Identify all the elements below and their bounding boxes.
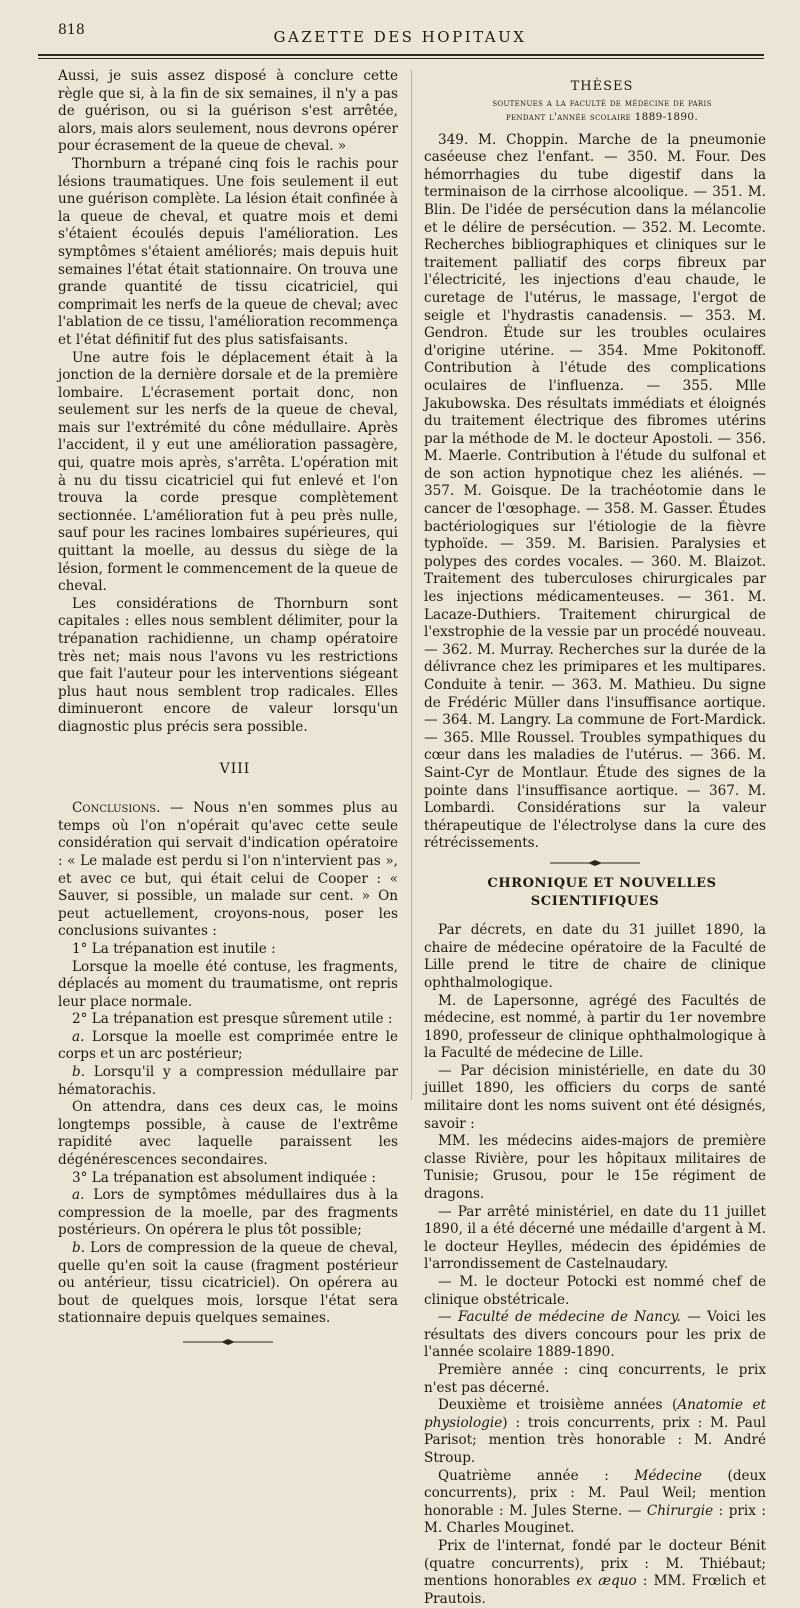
conclusions-paragraph: [58, 800, 398, 941]
paragraph: Aussi, je suis assez disposé à conclure cette règle que si, à la fin de six semaines, il n'y a pas de guérison, ou si la guérison s'est arrêtée, alors, mais alors seulement, nous devrons opérer pour écrasement de la queue de cheval. »: [58, 68, 398, 155]
conclusions-text: — Nous n'en sommes plus au temps où l'on n'opérait qu'avec cette seule considération qui servait d'indication opératoire : « Le malade est perdu si l'on n'intervient pas », et avec ce but, qui était celui de Cooper : « Sauver, si possible, un malade sur cent. » On peut actuellement, croyons-nous, poser les conclusions suivantes :: [58, 800, 398, 940]
paragraph: Les considérations de Thornburn sont capitales : elles nous semblent délimiter, pour la trépanation rachidienne, un champ opératoire très net; mais nous l'avons vu les restrictions que fait l'auteur pour les interventions siégeant plus haut nous semblent trop radicales. Elles diminueront encore de valeur lorsqu'un diagnostic plus précis sera possible.: [58, 595, 398, 735]
theses-subtitle: soutenues a la faculté de médecine de paris: [492, 96, 712, 109]
item-letter: b.: [72, 1064, 86, 1081]
news-item: — Par arrêté ministériel, en date du 11 juillet 1890, il a été décerné une médaille d'argent à M. le docteur Heylles, médecin des épidémies de l'arrondissement de Castelnaudary.: [424, 1203, 766, 1273]
news-item: — M. le docteur Potocki est nommé chef de clinique obstétricale.: [424, 1274, 766, 1308]
ornament-divider-icon: [550, 859, 640, 867]
item-letter: a.: [72, 1028, 85, 1045]
news-item: [424, 1468, 766, 1538]
chronique-title: CHRONIQUE ET NOUVELLES SCIENTIFIQUES: [487, 875, 717, 909]
news-item: [424, 1309, 766, 1362]
news-emphasis: Médecine: [634, 1467, 702, 1484]
news-emphasis: Chirurgie: [646, 1502, 714, 1519]
paragraph: [58, 1064, 398, 1099]
item-text: Lorsque la moelle est comprimée entre le corps et un arc postérieur;: [58, 1028, 398, 1063]
news-text: : prix : M. Charles Mouginet.: [424, 1502, 766, 1537]
news-text: Deuxième et troisième années (: [438, 1397, 678, 1414]
news-text: (deux concurrents), prix : M. Paul Weil; mention honorable : M. Jules Sterne. —: [424, 1467, 766, 1519]
conclusion-heading: 2° La trépanation est presque sûrement utile :: [72, 1011, 393, 1028]
item-text: Lorsqu'il y a compression médullaire par hématorachis.: [58, 1064, 398, 1098]
news-item: Première année : cinq concurrents, le prix n'est pas décerné.: [424, 1361, 766, 1396]
news-item: — Par décision ministérielle, en date du 30 juillet 1890, les officiers du corps de santé militaire dont les noms suivent ont été désignés, savoir :: [424, 1062, 766, 1132]
item-letter: a.: [72, 1187, 85, 1204]
news-item: [424, 1538, 766, 1608]
item-text: Lors de compression de la queue de cheval, quelle qu'en soit la cause (fragment postérieur ou antérieur, tissu cicatriciel). On opérera au bout de quelques mois, lorsque l'état sera stationnaire depuis quelques semaines.: [58, 1240, 398, 1327]
left-column: [58, 68, 398, 1346]
news-text: Quatrième année :: [438, 1467, 635, 1484]
page-number: 818: [58, 22, 85, 38]
news-lead: — Faculté de médecine de Nancy.: [438, 1309, 681, 1326]
news-text: Prix de l'internat, fondé par le docteur Bénit (quatre concurrents), prix : M. Thiébaut; mentions honorables: [424, 1537, 766, 1590]
journal-title: GAZETTE DES HOPITAUX: [273, 28, 527, 46]
header-rule: [38, 54, 764, 56]
news-item: [424, 1397, 766, 1467]
item-text: Lors de symptômes médullaires dus à la compression de la moelle, par des fragments postérieurs. On opérera le plus tôt possible;: [58, 1187, 398, 1239]
theses-subtitle: pendant l'année scolaire 1889-1890.: [505, 110, 699, 123]
news-emphasis: Anatomie et physiologie: [424, 1397, 767, 1431]
conclusion-heading: 3° La trépanation est absolument indiquée :: [72, 1169, 376, 1186]
ornament-divider-icon: [183, 1338, 273, 1346]
paragraph: Thornburn a trépané cinq fois le rachis pour lésions traumatiques. Une fois seulement il eut une guérison complète. La lésion était confinée à la queue de cheval, et quatre mois et demi s'étaient écoulés depuis l'amélioration. Les symptômes s'étaient améliorés; mais depuis huit semaines l'état était stationnaire. On trouva une grande quantité de tissu cicatriciel, qui comprimait les nerfs de la queue de cheval; avec l'ablation de ce tissu, l'amélioration recommença et l'état définitif fut des plus satisfaisants.: [58, 155, 398, 348]
news-item: Par décrets, en date du 31 juillet 1890, la chaire de médecine opératoire de la Faculté de Lille prend le titre de chaire de clinique ophthalmologique.: [424, 922, 766, 991]
paragraph: [58, 1029, 398, 1064]
conclusion-heading: 1° La trépanation est inutile :: [72, 940, 276, 957]
news-item: M. de Lapersonne, agrégé des Facultés de médecine, est nommé, à partir du 1er novembre 1890, professeur de clinique ophthalmologique à la Faculté de médecine de Lille.: [424, 992, 766, 1062]
theses-list: 349. M. Choppin. Marche de la pneumonie caséeuse chez l'enfant. — 350. M. Four. Des hémorrhagies du tube digestif dans la terminaison de la cirrhose alcoolique. — 351. M. Blin. De l'idée de persécution dans la mélancolie et le délire de persécution. — 352. M. Lecomte. Recherches bibliographiques et cliniques sur le traitement palliatif des corps fibreux par l'électricité, les injections d'eau chaude, le curetage de l'utérus, le massage, l'ergot de seigle et l'hydrastis canadensis. — 353. M. Gendron. Étude sur les troubles oculaires d'origine utérine. — 354. Mme Pokitonoff. Contribution à l'étude des complications oculaires de l'influenza. — 355. Mlle Jakubowska. Des résultats immédiats et éloignés du traitement électrique des fibromes utérins par la méthode de M. le docteur Apostoli. — 356. M. Maerle. Contribution à l'étude du sulfonal et de son action hypnotique chez les aliénés. — 357. M. Goisque. De la trachéotomie dans le cancer de l'œsophage. — 358. M. Gasser. Études bactériologiques sur l'étiologie de la fièvre typhoïde. — 359. M. Barisien. Paralysies et polypes des cordes vocales. — 360. M. Blaizot. Traitement des tuberculoses chirurgicales par les injections médicamenteuses. — 361. M. Lacaze-Duthiers. Traitement chirurgical de l'exstrophie de la vessie par un procédé nouveau. — 362. M. Murray. Recherches sur la durée de la délivrance chez les primipares et les multipares. Conduite à tenir. — 363. M. Mathieu. Du signe de Frédéric Müller dans l'insuffisance aortique. — 364. M. Langry. La commune de Fort-Mardick. — 365. Mlle Roussel. Troubles sympathiques du cœur dans les maladies de l'utérus. — 366. M. Saint-Cyr de Montlaur. Étude des signes de la pointe dans l'insuffisance aortique. — 367. M. Lombardi. Considérations sur la valeur thérapeutique de l'électrolyse dans la cure des rétrécissements.: [424, 131, 766, 852]
news-text: : MM. Frœlich et Prautois.: [424, 1573, 767, 1607]
conclusions-lead: Conclusions.: [72, 800, 161, 817]
section-heading: VIII: [219, 760, 251, 777]
theses-title: THÈSES: [570, 79, 634, 94]
paragraph: Lorsque la moelle été contuse, les fragments, déplacés au moment du traumatisme, ont repris leur place normale.: [58, 958, 398, 1010]
news-text: ) : trois concurrents, prix : M. Paul Parisot; mention très honorable : M. André Stroup.: [424, 1414, 766, 1466]
news-item: MM. les médecins aides-majors de première classe Rivière, pour les hôpitaux militaires de Tunisie; Grusou, pour le 15e régiment de dragons.: [424, 1133, 766, 1203]
paragraph: Une autre fois le déplacement était à la jonction de la dernière dorsale et de la première lombaire. L'écrasement portait donc, non seulement sur les nerfs de la queue de cheval, mais sur l'extrémité du cône médullaire. Après l'accident, il y eut une amélioration passagère, qui, quatre mois après, s'arrêta. L'opération mit à nu du tissu cicatriciel qui fut enlevé et l'on trouva la corde presque complètement sectionnée. L'amélioration fut à peu près nulle, sauf pour les racines lombaires supérieures, qui quittant la moelle, au dessus du siège de la lésion, forment le commencement de la queue de cheval.: [58, 349, 398, 595]
header-rule-thin: [38, 58, 764, 59]
news-emphasis: ex æquo: [576, 1573, 637, 1590]
right-column: [424, 68, 766, 1608]
paragraph: [58, 1187, 398, 1240]
item-letter: b.: [72, 1240, 86, 1256]
column-divider: [411, 70, 412, 1100]
paragraph: On attendra, dans ces deux cas, le moins longtemps possible, à cause de l'extrême rapidité avec laquelle paraissent les dégénérescences secondaires.: [58, 1099, 398, 1169]
page-header: [38, 22, 762, 52]
paragraph: [58, 1240, 398, 1328]
news-text: — Voici les résultats des divers concours pour les prix de l'année scolaire 1889-1890.: [424, 1309, 766, 1361]
